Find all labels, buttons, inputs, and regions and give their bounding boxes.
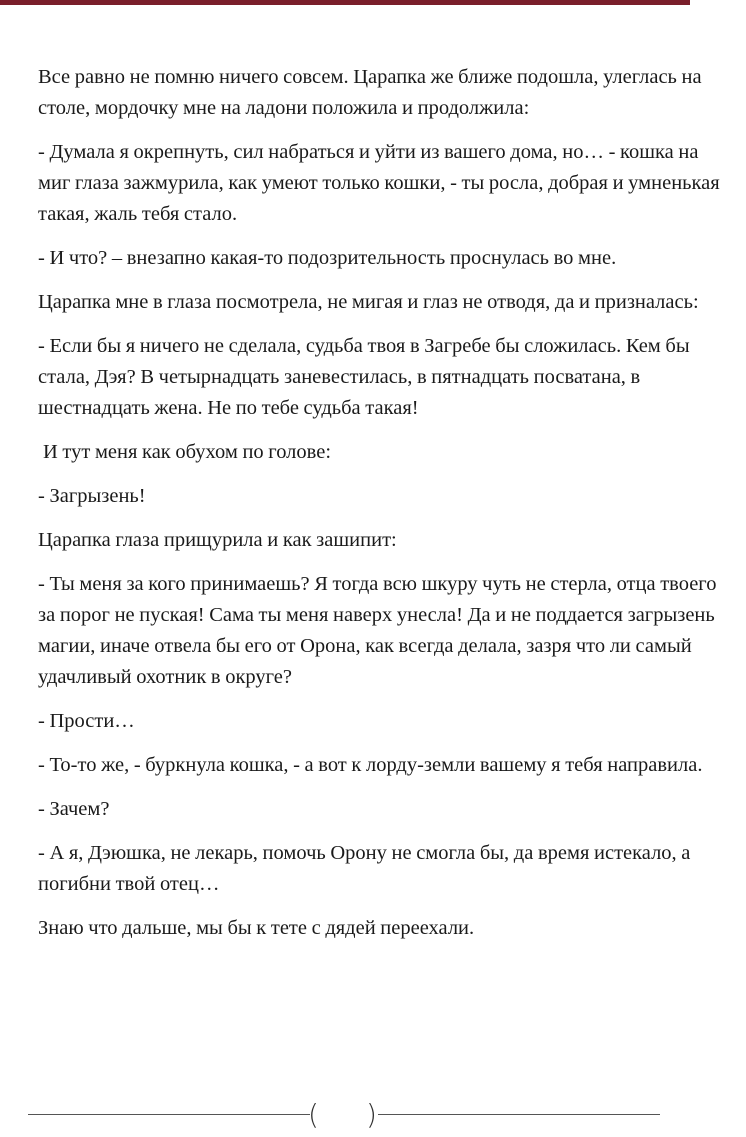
paragraph-8: Царапка глаза прищурила и как зашипит: — [38, 529, 397, 551]
paragraph-14: Знаю что дальше, мы бы к тете с дядей переехали. — [38, 917, 475, 939]
paragraph-11: - То-то же, - буркнула кошка, - а вот к лорду-земли вашему я тебя направила. — [38, 754, 703, 776]
paragraph-1: Все равно не помню ничего совсем. Царапка же ближе подошла, улеглась на столе, мордочку мне на ладони положила и продолжила: — [38, 66, 702, 119]
paragraph-2: - Думала я окрепнуть, сил набраться и уйти из вашего дома, но… - кошка на миг глаза зажмурила, как умеют только кошки, - ты росла, добрая и умненькая такая, жаль тебя стало. — [38, 141, 720, 225]
paragraph-7: - Загрызень! — [38, 485, 146, 507]
paragraph-9: - Ты меня за кого принимаешь? Я тогда всю шкуру чуть не стерла, отца твоего за порог не пуская! Сама ты меня наверх унесла! Да и не поддается загрызень магии, иначе отвела бы его от Орона, как всегда делала, зазря что ли самый удачливый охотник в округе? — [38, 573, 717, 688]
page-footer-ornament — [28, 1100, 660, 1130]
page-body — [38, 62, 726, 957]
footer-right-bracket: ) — [366, 1098, 377, 1131]
footer-rule-right — [378, 1114, 660, 1115]
paragraph-6: И тут меня как обухом по голове: — [43, 441, 332, 463]
paragraph-12: - Зачем? — [38, 798, 110, 820]
paragraph-10: - Прости… — [38, 710, 135, 732]
footer-rule-left — [28, 1114, 310, 1115]
footer-left-bracket: ( — [308, 1098, 319, 1131]
paragraph-4: Царапка мне в глаза посмотрела, не мигая и глаз не отводя, да и призналась: — [38, 291, 699, 313]
paragraph-3: - И что? – внезапно какая-то подозрительность проснулась во мне. — [38, 247, 617, 269]
top-accent-bar — [0, 0, 690, 5]
paragraph-13: - А я, Дэюшка, не лекарь, помочь Орону не смогла бы, да время истекало, а погибни твой отец… — [38, 842, 691, 895]
paragraph-5: - Если бы я ничего не сделала, судьба твоя в Загребе бы сложилась. Кем бы стала, Дэя? В четырнадцать заневестилась, в пятнадцать посватана, в шестнадцать жена. Не по тебе судьба такая! — [38, 335, 690, 419]
